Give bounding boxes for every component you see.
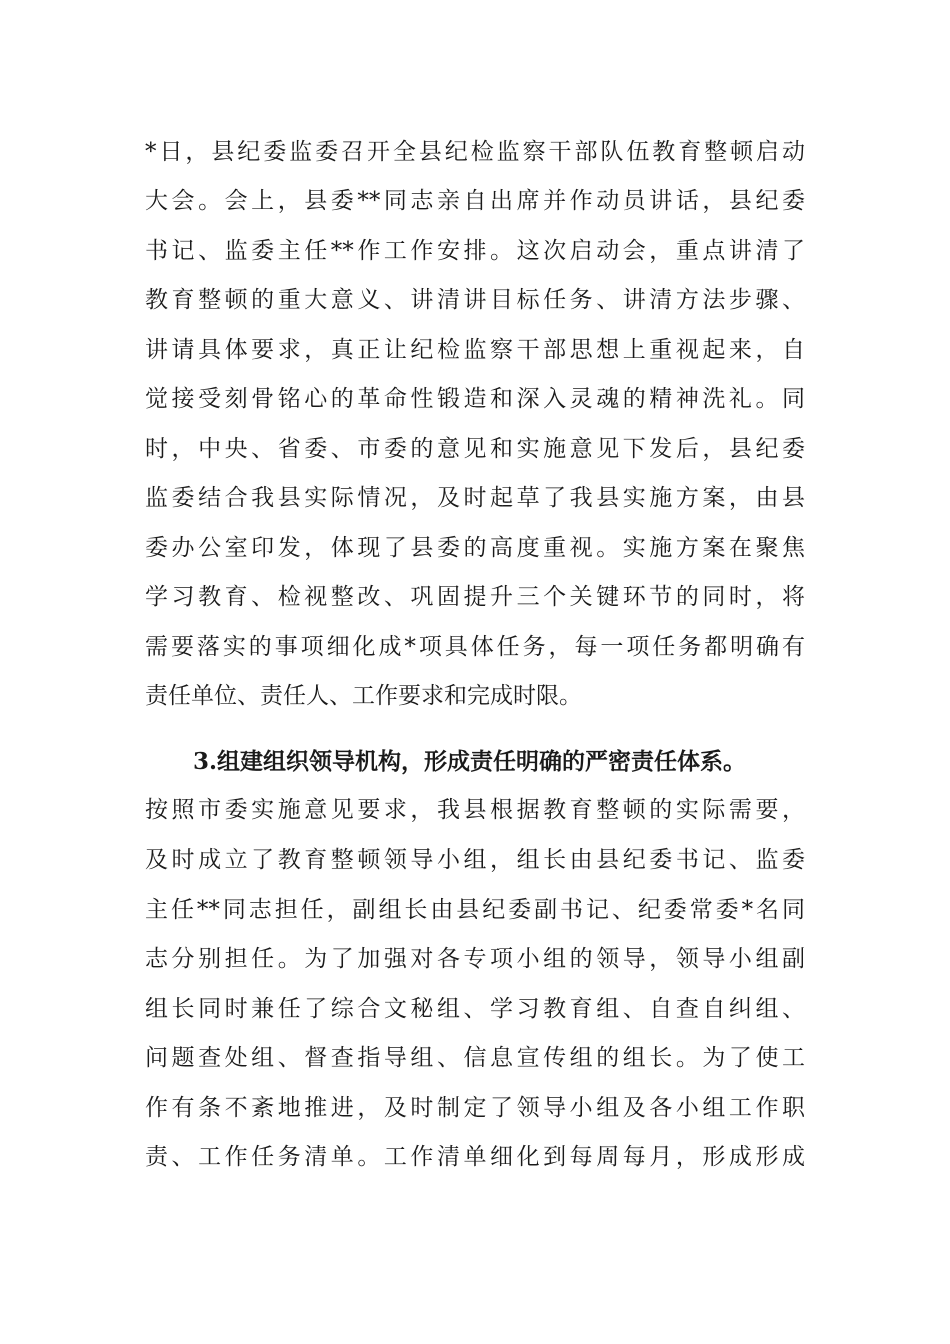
paragraph-1-line-8: 监委结合我县实际情况，及时起草了我县实施方案，由县 — [145, 485, 805, 511]
paragraph-1-line-2: 大会。会上，县委**同志亲自出席并作动员讲话，县纪委 — [145, 188, 805, 214]
paragraph-1-line-12: 责任单位、责任人、工作要求和完成时限。 — [145, 683, 582, 709]
paragraph-3-line-8: 责、工作任务清单。工作清单细化到每周每月，形成形成 — [145, 1144, 805, 1170]
paragraph-1-line-1: *日，县纪委监委召开全县纪检监察干部队伍教育整顿启动 — [145, 139, 805, 165]
section-heading-3: 3.组建组织领导机构，形成责任明确的严密责任体系。 — [193, 748, 747, 775]
paragraph-1-line-7: 时，中央、省委、市委的意见和实施意见下发后，县纪委 — [145, 436, 805, 462]
paragraph-3-line-5: 组长同时兼任了综合文秘组、学习教育组、自查自纠组、 — [145, 996, 805, 1022]
paragraph-3-line-7: 作有条不紊地推进，及时制定了领导小组及各小组工作职 — [145, 1095, 805, 1121]
paragraph-3-line-1: 按照市委实施意见要求，我县根据教育整顿的实际需要， — [145, 797, 805, 823]
paragraph-1-line-9: 委办公室印发，体现了县委的高度重视。实施方案在聚焦 — [145, 535, 805, 561]
paragraph-1-line-10: 学习教育、检视整改、巩固提升三个关键环节的同时，将 — [145, 584, 805, 610]
paragraph-1-line-4: 教育整顿的重大意义、讲清讲目标任务、讲清方法步骤、 — [145, 287, 805, 313]
paragraph-1-line-5: 讲请具体要求，真正让纪检监察干部思想上重视起来，自 — [145, 337, 805, 363]
paragraph-3-line-6: 问题查处组、督查指导组、信息宣传组的组长。为了使工 — [145, 1045, 805, 1071]
paragraph-1-line-6: 觉接受刻骨铭心的革命性锻造和深入灵魂的精神洗礼。同 — [145, 386, 805, 412]
paragraph-1-line-11: 需要落实的事项细化成*项具体任务，每一项任务都明确有 — [145, 634, 805, 660]
paragraph-3-line-3: 主任**同志担任，副组长由县纪委副书记、纪委常委*名同 — [145, 897, 806, 923]
paragraph-1-line-3: 书记、监委主任**作工作安排。这次启动会，重点讲清了 — [145, 238, 805, 264]
paragraph-3-line-4: 志分别担任。为了加强对各专项小组的领导，领导小组副 — [145, 946, 805, 972]
paragraph-3-line-2: 及时成立了教育整顿领导小组，组长由县纪委书记、监委 — [145, 847, 805, 873]
